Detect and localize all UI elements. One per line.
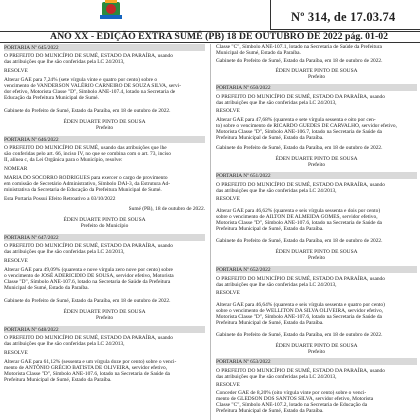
document-text-line: mento de GLEDSON DOS SANTOS SILVA, servidor efetivo, Motorista xyxy=(216,396,374,402)
document-text-line: das atribuições que lhe são conferidas pela LC 24/2013, xyxy=(216,282,337,288)
document-text-line: Prefeito xyxy=(95,125,114,131)
document-text-line: Conceder GAE de 8,20% (oito vírgula vinte por cento) sobre o venci- xyxy=(216,390,367,396)
edition-line: ANO XX - EDIÇÃO EXTRA SUMÉ (PB) 18 DE OUTUBRO DE 2022 pág. 01-02 xyxy=(50,31,389,42)
document-text-line: Prefeito xyxy=(95,315,114,321)
document-text-line: das atribuições que lhe são conferidas pela LC 24/2013, xyxy=(4,249,125,255)
document-text-line: O PREFEITO DO MUNICÍPIO DE SUMÉ, ESTADO DA PARAÍBA, usando xyxy=(4,335,173,341)
document-text-line: vencimento de VANDERSON VALÉRIO CARNEIRO DE SOUZA SILVA, servi- xyxy=(4,83,182,89)
document-text-line: Prefeitura Municipal de Sumé, Estado da Paraíba. xyxy=(4,377,112,383)
document-text-line: Prefeitura Municipal de Sumé, Estado da Paraíba. xyxy=(216,135,324,141)
document-text-line: RESOLVE xyxy=(216,196,240,202)
document-text-line: to) sobre o vencimento de RICARDO GUEDES DE CARVALHO, servidor efetivo, xyxy=(216,123,397,129)
document-text-line: Municipal de Sumé, Estado da Paraíba. xyxy=(4,285,89,291)
document-text-line: em comissão de Secretário Administrativo, Símbolo DAI-3, da Estrutura Ad- xyxy=(4,181,171,187)
document-text-line: das atribuições que lhe são conferidas pela LC 24/2013, xyxy=(216,188,337,194)
document-text-line: das atribuições que lhe são conferidas pela LC 24/2013, xyxy=(216,100,337,106)
document-text-line: Gabinete do Prefeito de Sumé, Estado da Paraíba, em 18 de outubro de 2022. xyxy=(216,238,383,244)
portaria-heading: PORTARIA Nº 647/2022 xyxy=(4,234,59,241)
document-text-line: são conferidas pelo art. 66, inciso IV, no que se combina com o art. 73, inciso xyxy=(4,151,171,157)
document-text-line: dor efetivo, Motorista Classe "D", Símbolo ANE-107.4, lotado na Secretaria de xyxy=(4,89,176,95)
document-text-line: Prefeitura Municipal de Sumé, Estado da Paraíba. xyxy=(216,408,324,414)
document-text-line: sobre o vencimento de AILTON DE ALMEIDA GOMES, servidor efetivo, xyxy=(216,214,378,220)
portaria-heading: PORTARIA Nº 646/2022 xyxy=(4,136,59,143)
document-text-line: RESOLVE xyxy=(216,108,240,114)
document-text-line: Municipal de Sumé, Estado da Paraíba. xyxy=(216,50,301,56)
law-reference-box xyxy=(270,0,420,30)
portaria-heading: PORTARIA Nº 650/2022 xyxy=(216,84,271,91)
portaria-heading: PORTARIA Nº 652/2022 xyxy=(216,266,271,273)
document-text-line: O PREFEITO DO MUNICÍPIO DE SUMÉ, ESTADO DA PARAÍBA, usando xyxy=(216,276,385,282)
document-text-line: Classe "C", Símbolo ANE-107.2, lotado na Secretaria de Educação da xyxy=(216,402,368,408)
document-text-line: Prefeito do Município xyxy=(80,223,129,229)
document-text-line: Motorista Classe "D", Símbolo ANE-107.6, lotado na Secretaria de Saúde da xyxy=(216,314,382,320)
document-text-line: Gabinete do Prefeito de Sumé, Estado da Paraíba, em 18 de outubro de 2022. xyxy=(216,332,383,338)
document-text-line: Alterar GAE para 46,62% (quarenta e seis vírgula sessenta e dois por cento) xyxy=(216,208,381,214)
portaria-heading: PORTARIA Nº 648/2022 xyxy=(4,326,59,333)
document-text-line: O PREFEITO DO MUNICÍPIO DE SUMÉ, ESTADO DA PARAÍBA, usando xyxy=(4,53,173,59)
document-text-line: RESOLVE xyxy=(4,68,28,74)
document-text-line: Prefeito xyxy=(307,162,326,168)
document-text-line: ÉDEN DUARTE PINTO DE SOUSA xyxy=(63,309,146,315)
document-text-line: Alterar GAE para 7,24% (sete vírgula vinte e quatro por cento) sobre o xyxy=(4,77,158,83)
document-text-line: Motorista Classe "D", Símbolo ANE-107.6, lotado na Secretaria de Saúde da xyxy=(4,371,170,377)
document-text-line: Gabinete do Prefeito de Sumé, Estado da Paraíba, em 18 de outubro de 2022. xyxy=(216,145,383,151)
document-text-line: Prefeito xyxy=(307,255,326,261)
document-text-line: Classe "D", Símbolo ANE-107.6, lotado na Secretaria de Saúde da Prefeitura xyxy=(4,279,171,285)
column-divider xyxy=(210,44,211,420)
document-text-line: ÉDEN DUARTE PINTO DE SOUSA xyxy=(275,156,358,162)
document-text-line: Classe "C", Símbolo ANE-107.1, lotado na Secretaria de Saúde da Prefeitura xyxy=(216,44,382,50)
document-text-line: RESOLVE xyxy=(216,382,240,388)
document-text-line: ÉDEN DUARTE PINTO DE SOUSA xyxy=(63,217,146,223)
portaria-heading: PORTARIA Nº 645/2022 xyxy=(4,44,59,51)
document-text-line: ÉDEN DUARTE PINTO DE SOUSA xyxy=(275,249,358,255)
document-text-line: RESOLVE xyxy=(4,350,28,356)
document-text-line: Gabinete do Prefeito de Sumé, Estado da Paraíba, em 18 de outubro de 2022. xyxy=(4,108,171,114)
document-text-line: ÉDEN DUARTE PINTO DE SOUSA xyxy=(63,119,146,125)
document-text-line: ÉDEN DUARTE PINTO DE SOUSA xyxy=(275,68,358,74)
document-text-line: Alterar GAE para 46,64% (quarenta e seis vírgula sessenta e quatro por cento) xyxy=(216,302,385,308)
edition-band xyxy=(0,31,420,43)
gazette-header xyxy=(0,0,420,30)
document-text-line: Educação da Prefeitura Municipal de Sumé. xyxy=(4,95,99,101)
document-text-line: O PREFEITO DO MUNICÍPIO DE SUMÉ, ESTADO DA PARAÍBA, usando xyxy=(216,368,385,374)
document-text-line: Motorista Classe "D", Símbolo ANE-106.7, lotado na Secretaria de Saúde da xyxy=(216,129,382,135)
document-text-line: o vencimento de JOSÉ ADERICIDIO DE SOUSA, servidor efetivo, Motorista xyxy=(4,273,174,279)
document-text-line: mento de ANTÔNIO GRÉCIO BATISTA DE OLIVEIRA, servidor efetivo, xyxy=(4,365,168,371)
document-text-line: Gabinete do Prefeito de Sumé, Estado da Paraíba, em 18 de outubro de 2022. xyxy=(216,58,383,64)
document-text-line: Prefeito xyxy=(307,74,326,80)
portaria-heading: PORTARIA Nº 653/2022 xyxy=(216,358,271,365)
document-text-line: ministrativa da Secretaria de Educação da Prefeitura Municipal de Sumé. xyxy=(4,187,162,193)
document-text-line: Alterar GAE para 61,12% (sessenta e um vírgula doze por cento) sobre o venci- xyxy=(4,359,177,365)
document-text-line: Sumé (PB), 18 de outubro de 2022. xyxy=(128,206,205,212)
document-text-line: RESOLVE xyxy=(4,258,28,264)
document-text-line: RESOLVE xyxy=(216,290,240,296)
document-text-line: O PREFEITO DO MUNICÍPIO DE SUMÉ, ESTADO DA PARAÍBA, usando xyxy=(216,94,385,100)
document-text-line: Alterar GAE para 47,68% (quarenta e sete vírgula sessenta e oito por cen- xyxy=(216,117,376,123)
document-text-line: ÉDEN DUARTE PINTO DE SOUSA xyxy=(275,343,358,349)
document-text-line: Prefeitura Municipal de Sumé, Estado da Paraíba. xyxy=(216,226,324,232)
document-text-line: Prefeito xyxy=(307,349,326,355)
document-text-line: das atribuições que lhe são conferidas pela LC 24/2013, xyxy=(216,374,337,380)
document-text-line: O PREFEITO DO MUNICÍPIO DE SUMÉ, usando das atribuições que lhe xyxy=(4,145,167,151)
document-text-line: das atribuições que lhe são conferidas pela LC 24/2013, xyxy=(4,59,125,65)
portaria-heading: PORTARIA Nº 651/2022 xyxy=(216,172,271,179)
document-text-line: Motorista Classe "D", Símbolo ANE-107.6, lotado na Secretaria de Saúde da xyxy=(216,220,382,226)
document-text-line: das atribuições que lhe são conferidas pela LC 24/2013, xyxy=(4,341,125,347)
document-text-line: Prefeitura Municipal de Sumé, Estado da Paraíba. xyxy=(216,320,324,326)
document-text-line: Gabinete do Prefeito de Sumé, Estado da Paraíba, em 18 de outubro de 2022. xyxy=(4,298,171,304)
document-text-line: Alterar GAE para 49,09% (quarenta e nove vírgula zero nove por cento) sobre xyxy=(4,267,173,273)
document-text-line: MARIA DO SOCORRO RODRIGUES para exercer o cargo de provimento xyxy=(4,175,168,181)
document-text-line: II, alínea c, da Lei Orgânica para o Município, resolve: xyxy=(4,157,123,163)
document-text-line: O PREFEITO DO MUNICÍPIO DE SUMÉ, ESTADO DA PARAÍBA, usando xyxy=(216,182,385,188)
document-text-line: NOMEAR xyxy=(4,166,28,172)
document-text-line: sobre o vencimento de WELLITON DA SILVA OLIVEIRA, servidor efetivo, xyxy=(216,308,384,314)
law-number: Nº 314, de 17.03.74 xyxy=(291,10,396,24)
document-text-line: Esta Portaria Possui Efeito Retroativo a 03/10/2022 xyxy=(4,196,116,202)
municipal-crest-icon xyxy=(96,0,126,22)
document-text-line: O PREFEITO DO MUNICÍPIO DE SUMÉ, ESTADO DA PARAÍBA, usando xyxy=(4,243,173,249)
